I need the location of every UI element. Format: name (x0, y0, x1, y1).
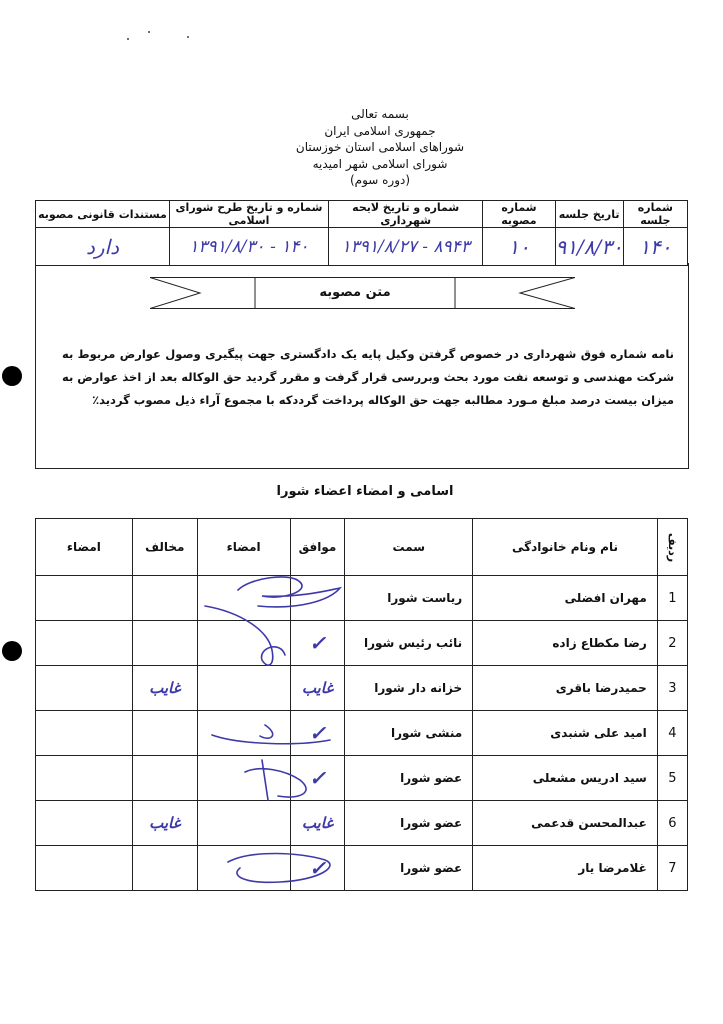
legal-docs-value: دارد (85, 234, 119, 259)
signature-cell-2 (36, 711, 133, 756)
header-position: سمت (345, 519, 473, 576)
session-number-value: ۱۴۰ (639, 234, 672, 259)
punch-hole (2, 641, 22, 661)
session-date-value: ۹۱/۸/۳۰ (555, 234, 623, 259)
member-position: عضو شورا (345, 801, 473, 846)
signature-cell (197, 846, 290, 891)
header-bill-number-date: شماره و تاریخ لایحه شهرداری (329, 201, 483, 228)
members-table (35, 518, 688, 891)
signature-cell-2 (36, 756, 133, 801)
council-term: (دوره سوم) (349, 173, 411, 187)
signature-cell-2 (36, 846, 133, 891)
header-signature-2: امضاء (36, 519, 133, 576)
member-name: عبدالمحسن قدعمی (473, 801, 658, 846)
member-position: عضو شورا (345, 846, 473, 891)
row-number: 4 (657, 711, 687, 756)
signature-cell (197, 576, 290, 621)
header-resolution-number: شماره مصوبه (483, 201, 555, 228)
agree-mark: ✓ (309, 721, 326, 745)
header-session-date: تاریخ جلسه (555, 201, 623, 228)
oppose-cell (132, 846, 197, 891)
agree-mark: ✓ (309, 631, 326, 655)
row-number: 2 (657, 621, 687, 666)
table-row (36, 756, 688, 801)
absent-note: غایب (149, 679, 181, 697)
table-row (36, 666, 688, 711)
session-info-table (35, 200, 688, 266)
oppose-cell (132, 756, 197, 801)
table-row (36, 621, 688, 666)
signature-cell (197, 801, 290, 846)
row-number: 1 (657, 576, 687, 621)
member-name: حمیدرضا باقری (473, 666, 658, 711)
basmala: بسمه تعالی (351, 107, 409, 121)
resolution-text: نامه شماره فوق شهرداری در خصوص گرفتن وکیل پایه یک دادگستری جهت پیگیری وصول عوارض مربوط به شرکت مهندسی و توسعه نفت مورد بحث وبررسی قرار گرفت و مقرر گردید حق الوکاله بعد از اخذ عوارض به میزان بیست درصد مبلغ مـورد مطالبه جهت حق الوکاله پرداخت گرددکه با مجموع آراء ذیل مصوب گردید٪ (62, 347, 674, 407)
absent-note: غایب (149, 814, 181, 832)
row-number: 5 (657, 756, 687, 801)
signature-cell-2 (36, 621, 133, 666)
member-position: نائب رئیس شورا (345, 621, 473, 666)
scan-speck (148, 31, 150, 33)
resolution-title: متن مصوبه (319, 285, 391, 300)
header-row-number: ردیف (657, 519, 687, 576)
members-title: اسامی و امضاء اعضاء شورا (276, 484, 454, 499)
punch-hole (2, 366, 22, 386)
oppose-cell (132, 621, 197, 666)
header-agree: موافق (290, 519, 345, 576)
resolution-number-value: ۱۰ (508, 234, 530, 259)
table-row (36, 801, 688, 846)
table-row (36, 711, 688, 756)
signature-cell-2 (36, 801, 133, 846)
row-number: 7 (657, 846, 687, 891)
member-name: سید ادریس مشعلی (473, 756, 658, 801)
plan-number-date-value: ۱۴۰ - ۱۳۹۱/۸/۳۰ (189, 236, 309, 257)
member-name: رضا مکطاع زاده (473, 621, 658, 666)
oppose-cell (132, 711, 197, 756)
header-signature: امضاء (197, 519, 290, 576)
row-number: 3 (657, 666, 687, 711)
member-name: غلامرضا یار (473, 846, 658, 891)
member-position: عضو شورا (345, 756, 473, 801)
signature-cell (197, 621, 290, 666)
header-oppose: مخالف (132, 519, 197, 576)
oppose-cell (132, 576, 197, 621)
absent-note: غایب (301, 679, 334, 697)
scan-speck (187, 36, 189, 38)
agree-cell (290, 576, 345, 621)
header-session-number: شماره جلسه (623, 201, 687, 228)
signature-cell-2 (36, 666, 133, 711)
table-row (36, 846, 688, 891)
country-name: جمهوری اسلامی ایران (324, 123, 436, 138)
agree-mark: ✓ (309, 766, 326, 790)
member-position: منشی شورا (345, 711, 473, 756)
city-council: شورای اسلامی شهر امیدیه (312, 156, 448, 171)
header-plan-number-date: شماره و تاریخ طرح شورای اسلامی (169, 201, 328, 228)
signature-cell (197, 711, 290, 756)
agree-mark: ✓ (309, 856, 326, 880)
absent-note: غایب (301, 814, 334, 832)
member-name: امید علی شنبدی (473, 711, 658, 756)
province-council: شوراهای اسلامی استان خوزستان (295, 140, 465, 154)
table-row (36, 576, 688, 621)
bill-number-date-value: ۸۹۴۳ - ۱۳۹۱/۸/۲۷ (341, 236, 470, 257)
row-number: 6 (657, 801, 687, 846)
member-position: ریاست شورا (345, 576, 473, 621)
signature-cell-2 (36, 576, 133, 621)
member-name: مهران افضلی (473, 576, 658, 621)
document-header (200, 106, 560, 189)
header-name: نام ونام خانوادگی (473, 519, 658, 576)
signature-cell (197, 666, 290, 711)
header-legal-docs: مستندات قانونی مصوبه (36, 201, 170, 228)
signature-cell (197, 756, 290, 801)
member-position: خزانه دار شورا (345, 666, 473, 711)
scan-speck (127, 38, 129, 40)
